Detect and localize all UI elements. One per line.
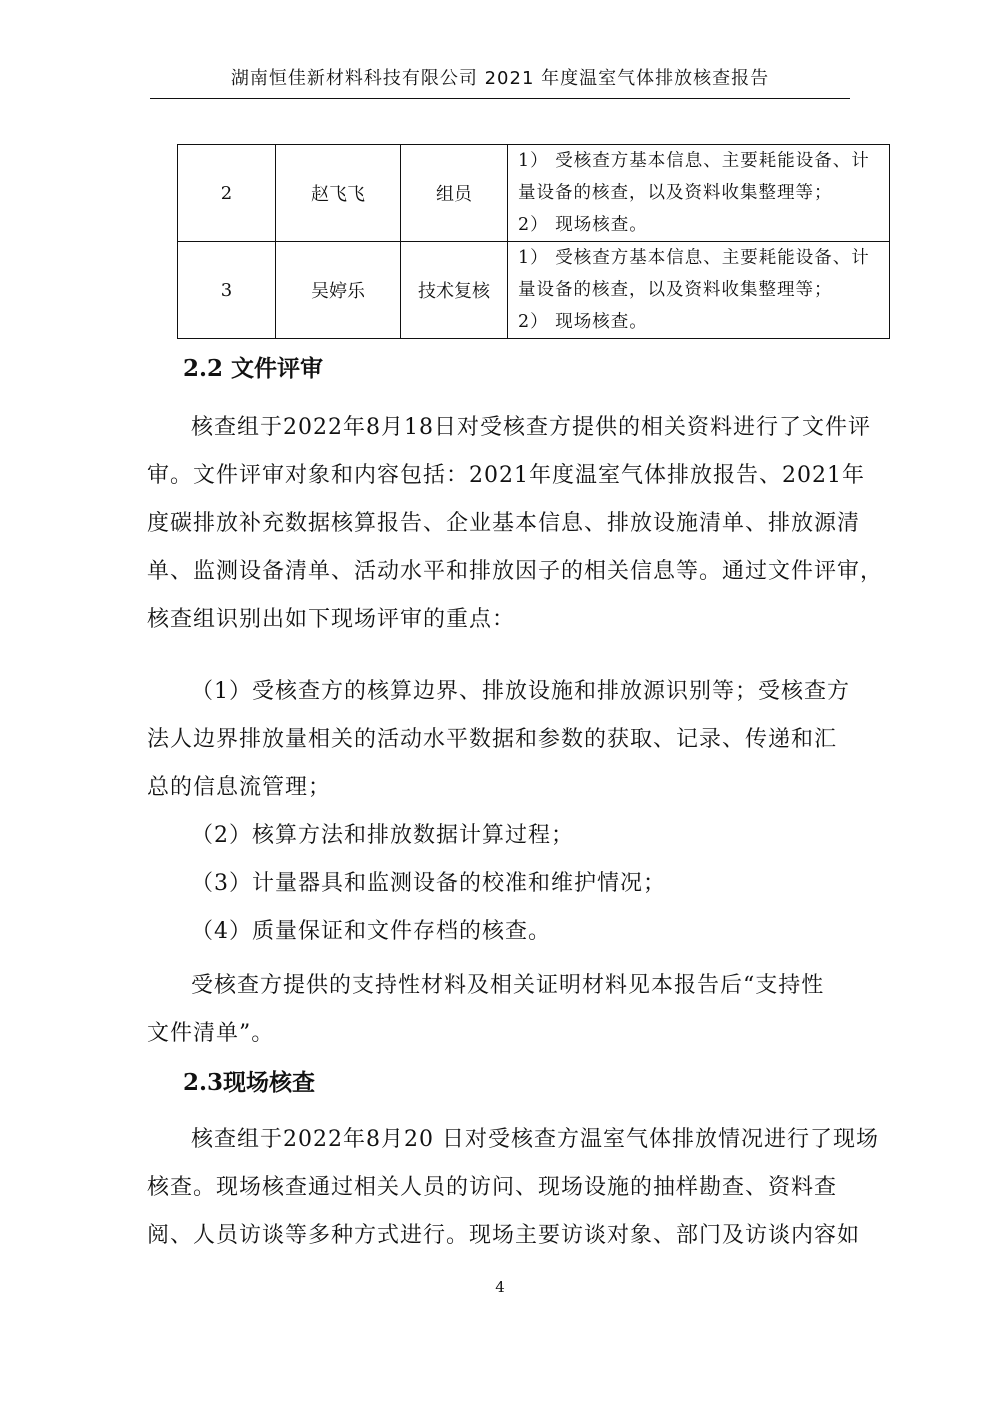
page-number: 4 — [495, 1278, 505, 1296]
section-heading-document-review: 2.2 文件评审 — [183, 355, 324, 382]
table-row — [178, 145, 890, 242]
row-number: 3 — [178, 242, 276, 339]
paragraph-line: （4）质量保证和文件存档的核查。 — [191, 919, 551, 944]
paragraph-line: 单、监测设备清单、活动水平和排放因子的相关信息等。通过文件评审， — [147, 559, 884, 584]
paragraph-line: 核查组于2022年8月20 日对受核查方温室气体排放情况进行了现场 — [191, 1127, 879, 1152]
paragraph-line: （1）受核查方的核算边界、排放设施和排放源识别等；受核查方 — [191, 679, 850, 704]
review-focus-item-4 — [147, 908, 850, 956]
paragraph-line: （2）核算方法和排放数据计算过程； — [191, 823, 574, 848]
paragraph-line: 度碳排放补充数据核算报告、企业基本信息、排放设施清单、排放源清 — [147, 511, 861, 536]
member-name: 赵飞飞 — [276, 145, 401, 242]
page-header: 湖南恒佳新材料科技有限公司 2021 年度温室气体排放核查报告 — [150, 66, 850, 99]
paragraph-line: 核查组识别出如下现场评审的重点： — [147, 607, 516, 632]
paragraph-line: 法人边界排放量相关的活动水平数据和参数的获取、记录、传递和汇 — [147, 727, 838, 752]
member-role: 技术复核 — [401, 242, 508, 339]
duty-line: 2） 现场核查。 — [518, 312, 648, 332]
duty-line: 量设备的核查，以及资料收集整理等； — [518, 183, 833, 203]
review-focus-item-3 — [147, 860, 850, 908]
member-duties — [508, 242, 890, 339]
duty-line: 2） 现场核查。 — [518, 215, 648, 235]
site-verification-paragraph — [147, 1116, 879, 1260]
staff-table — [177, 144, 890, 339]
paragraph-line: （3）计量器具和监测设备的校准和维护情况； — [191, 871, 666, 896]
supporting-materials-paragraph — [147, 962, 850, 1058]
section-heading-site-verification: 2.3现场核查 — [183, 1069, 316, 1096]
row-number: 2 — [178, 145, 276, 242]
document-review-paragraph — [147, 404, 884, 644]
member-name: 吴婷乐 — [276, 242, 401, 339]
duty-line: 1） 受核查方基本信息、主要耗能设备、计 — [518, 151, 870, 171]
review-focus-item-1 — [147, 668, 850, 812]
duty-line: 量设备的核查，以及资料收集整理等； — [518, 280, 833, 300]
paragraph-line: 总的信息流管理； — [147, 775, 332, 800]
member-role: 组员 — [401, 145, 508, 242]
paragraph-line: 核查。现场核查通过相关人员的访问、现场设施的抽样勘查、资料查 — [147, 1175, 838, 1200]
duty-line: 1） 受核查方基本信息、主要耗能设备、计 — [518, 248, 870, 268]
review-focus-item-2 — [147, 812, 850, 860]
member-duties — [508, 145, 890, 242]
paragraph-line: 阅、人员访谈等多种方式进行。现场主要访谈对象、部门及访谈内容如 — [147, 1223, 861, 1248]
paragraph-line: 审。文件评审对象和内容包括：2021年度温室气体排放报告、2021年 — [147, 463, 865, 488]
paragraph-line: 文件清单”。 — [147, 1021, 275, 1046]
table-row — [178, 242, 890, 339]
paragraph-line: 核查组于2022年8月18日对受核查方提供的相关资料进行了文件评 — [191, 415, 871, 440]
paragraph-line: 受核查方提供的支持性材料及相关证明材料见本报告后“支持性 — [191, 973, 825, 998]
